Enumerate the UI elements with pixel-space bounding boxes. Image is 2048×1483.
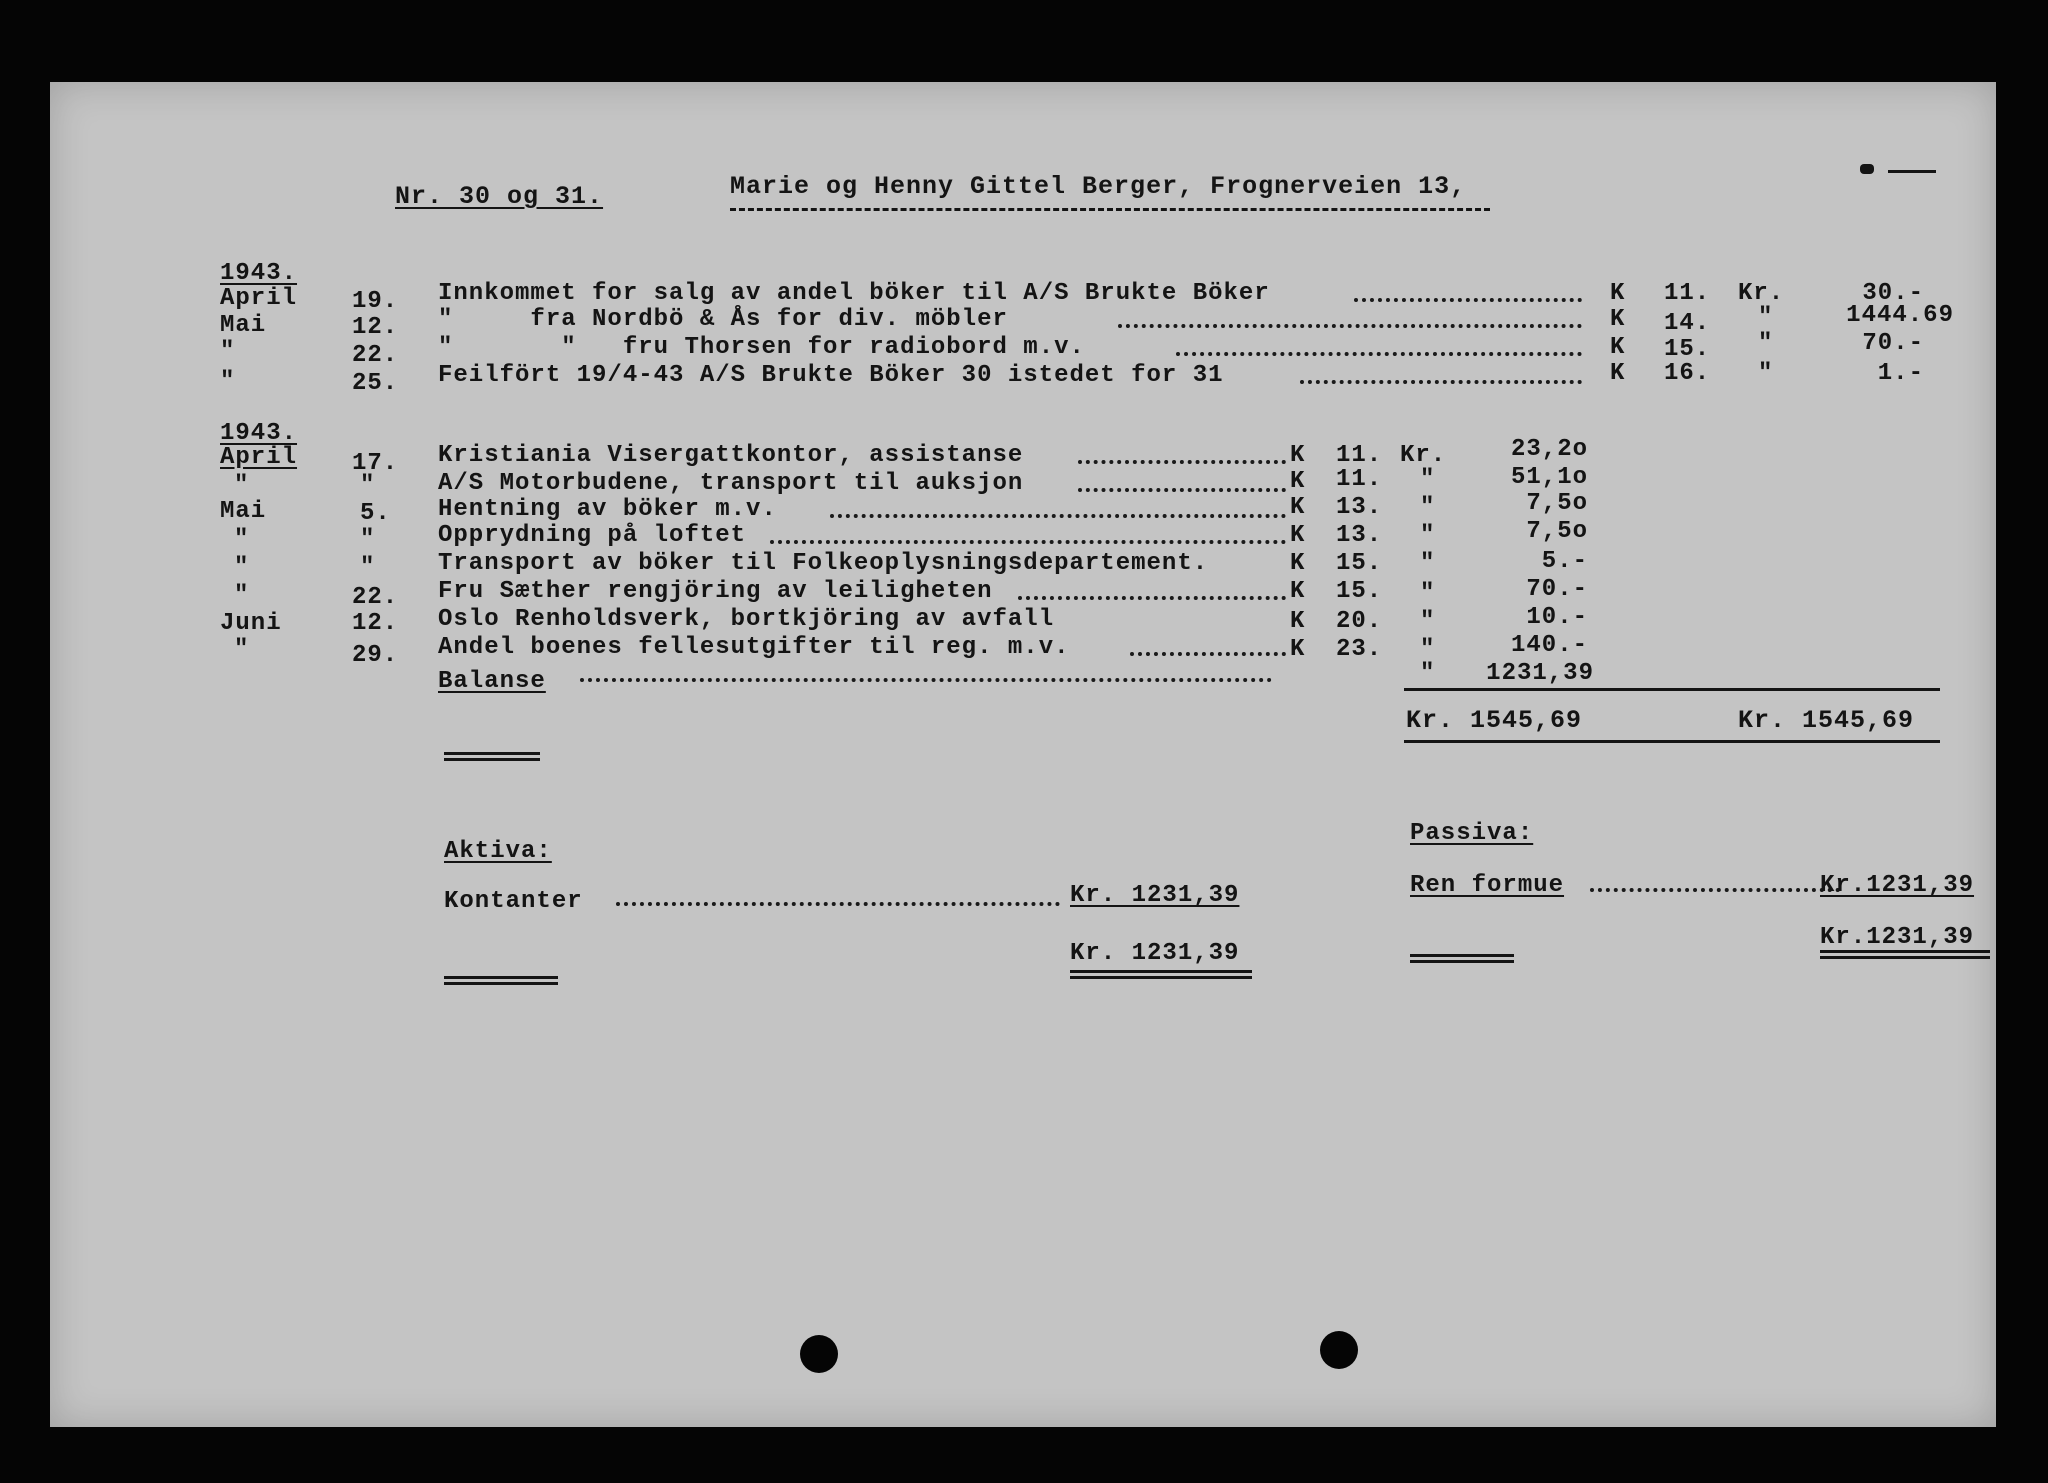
expense-k: K — [1290, 522, 1306, 549]
income-month: " — [220, 368, 236, 395]
expense-amount: 7,5o — [1526, 518, 1588, 545]
expense-text: Andel boenes fellesutgifter til reg. m.v. — [438, 634, 1070, 661]
income-unit: " — [1758, 330, 1774, 357]
expense-unit: " — [1420, 494, 1436, 521]
total-rule — [1404, 740, 1940, 743]
expense-unit: " — [1420, 636, 1436, 663]
leader-dots — [1018, 596, 1286, 600]
expense-text: Opprydning på loftet — [438, 522, 747, 549]
income-k: K — [1610, 334, 1626, 361]
expense-kno: 15. — [1336, 578, 1383, 605]
income-day: 22. — [352, 342, 399, 369]
punch-hole — [1320, 1331, 1358, 1369]
income-amount: 30.- — [1862, 280, 1924, 307]
leader-dots — [1176, 352, 1582, 356]
passiva-item-amount: Kr.1231,39 — [1820, 872, 1975, 899]
expense-month: " — [234, 636, 250, 663]
income-amount: 70.- — [1862, 330, 1924, 357]
expense-k: K — [1290, 550, 1306, 577]
expense-text: Fru Sæther rengjöring av leiligheten — [438, 578, 993, 605]
expense-kno: 13. — [1336, 494, 1383, 521]
expense-k: K — [1290, 636, 1306, 663]
aktiva-total-rule — [1070, 970, 1252, 979]
total-left: Kr. 1545,69 — [1406, 706, 1583, 735]
corner-mark — [1860, 164, 1874, 174]
leader-dots — [770, 540, 1286, 544]
expense-amount: 23,2o — [1510, 436, 1588, 463]
leader-dots — [1078, 460, 1286, 464]
income-kno: 16. — [1664, 360, 1711, 387]
expense-year: 1943. — [220, 420, 298, 447]
leader-dots — [830, 514, 1286, 518]
income-amount: 1.- — [1877, 360, 1924, 387]
income-text: " fra Nordbö & Ås for div. möbler — [438, 306, 1008, 333]
ledger-card — [50, 82, 1996, 1427]
leader-dots — [1078, 488, 1286, 492]
expense-amount: 70.- — [1526, 576, 1588, 603]
expense-k: K — [1290, 468, 1306, 495]
closing-double-rule — [444, 752, 540, 761]
leader-dots — [1300, 380, 1582, 384]
income-unit: Kr. — [1738, 280, 1785, 307]
expense-month: " — [234, 472, 250, 499]
income-k: K — [1610, 280, 1626, 307]
expense-text: Oslo Renholdsverk, bortkjöring av avfall — [438, 606, 1055, 633]
expense-kno: 13. — [1336, 522, 1383, 549]
passiva-total-rule — [1820, 950, 1990, 959]
expense-kno: 11. — [1336, 466, 1383, 493]
expense-month: April — [220, 444, 298, 471]
income-amount: 1444.69 — [1846, 302, 1954, 329]
expense-kno: 23. — [1336, 636, 1383, 663]
income-k: K — [1610, 360, 1626, 387]
corner-mark-line — [1888, 170, 1936, 173]
expense-month: " — [234, 582, 250, 609]
expense-day: 22. — [352, 584, 399, 611]
expense-month: Juni — [220, 610, 282, 637]
expense-day: 29. — [352, 642, 399, 669]
title-underline — [730, 208, 1490, 211]
expense-month: " — [234, 526, 250, 553]
expense-amount: 140.- — [1510, 632, 1588, 659]
total-right: Kr. 1545,69 — [1738, 706, 1915, 735]
expense-text: Transport av böker til Folkeoplysningsdepartement. — [438, 550, 1209, 577]
balance-amount: 1231,39 — [1486, 660, 1594, 687]
expense-k: K — [1290, 608, 1306, 635]
income-unit: " — [1758, 360, 1774, 387]
expense-kno: 20. — [1336, 608, 1383, 635]
expense-kno: 15. — [1336, 550, 1383, 577]
aktiva-item-amount: Kr. 1231,39 — [1070, 882, 1240, 909]
leader-dots — [1590, 888, 1840, 892]
leader-dots — [1130, 652, 1286, 656]
expense-kno: 11. — [1336, 442, 1383, 469]
leader-dots — [616, 902, 1060, 906]
expense-unit: " — [1420, 550, 1436, 577]
income-month: Mai — [220, 312, 267, 339]
income-unit: " — [1758, 304, 1774, 331]
expense-month: " — [234, 554, 250, 581]
expense-text: Kristiania Visergattkontor, assistanse — [438, 442, 1024, 469]
leader-dots — [1354, 298, 1582, 302]
expense-unit: " — [1420, 522, 1436, 549]
income-text: " " fru Thorsen for radiobord m.v. — [438, 334, 1085, 361]
expense-k: K — [1290, 442, 1306, 469]
expense-text: Hentning av böker m.v. — [438, 496, 777, 523]
expense-amount: 51,1o — [1510, 464, 1588, 491]
expense-amount: 10.- — [1526, 604, 1588, 631]
income-day: 12. — [352, 314, 399, 341]
expense-unit: Kr. — [1400, 442, 1447, 469]
leader-dots — [1118, 324, 1582, 328]
passiva-item-label: Ren formue — [1410, 872, 1565, 899]
expense-k: K — [1290, 494, 1306, 521]
aktiva-item-label: Kontanter — [444, 888, 583, 915]
aktiva-heading: Aktiva: — [444, 838, 552, 865]
expense-day: 5. — [360, 500, 391, 527]
income-text: Innkommet for salg av andel böker til A/S Brukte Böker — [438, 280, 1270, 307]
expense-amount: 5.- — [1541, 548, 1588, 575]
expense-day: " — [360, 526, 376, 553]
passiva-total: Kr.1231,39 — [1820, 924, 1975, 951]
account-title: Marie og Henny Gittel Berger, Frognerveien 13, — [730, 172, 1467, 201]
balance-label: Balanse — [438, 668, 546, 695]
punch-hole — [800, 1335, 838, 1373]
income-month: April — [220, 285, 298, 312]
expense-unit: " — [1420, 466, 1436, 493]
income-kno: 11. — [1664, 280, 1711, 307]
income-kno: 15. — [1664, 336, 1711, 363]
income-kno: 14. — [1664, 310, 1711, 337]
expense-day: " — [360, 554, 376, 581]
income-k: K — [1610, 306, 1626, 333]
aktiva-closing-rule — [444, 976, 558, 985]
expense-unit: " — [1420, 580, 1436, 607]
income-text: Feilfört 19/4-43 A/S Brukte Böker 30 istedet for 31 — [438, 362, 1224, 389]
expense-k: K — [1290, 578, 1306, 605]
leader-dots — [580, 678, 1272, 682]
sum-rule — [1404, 688, 1940, 691]
expense-month: Mai — [220, 498, 267, 525]
expense-text: A/S Motorbudene, transport til auksjon — [438, 470, 1024, 497]
balance-unit: " — [1420, 660, 1436, 687]
expense-amount: 7,5o — [1526, 490, 1588, 517]
income-month: " — [220, 338, 236, 365]
income-day: 25. — [352, 370, 399, 397]
expense-day: 12. — [352, 610, 399, 637]
passiva-heading: Passiva: — [1410, 820, 1534, 847]
passiva-closing-rule — [1410, 954, 1514, 963]
expense-day: " — [360, 472, 376, 499]
expense-unit: " — [1420, 608, 1436, 635]
income-year: 1943. — [220, 260, 298, 287]
aktiva-total: Kr. 1231,39 — [1070, 940, 1240, 967]
account-number: Nr. 30 og 31. — [395, 182, 604, 211]
expense-day: 17. — [352, 450, 399, 477]
income-day: 19. — [352, 288, 399, 315]
